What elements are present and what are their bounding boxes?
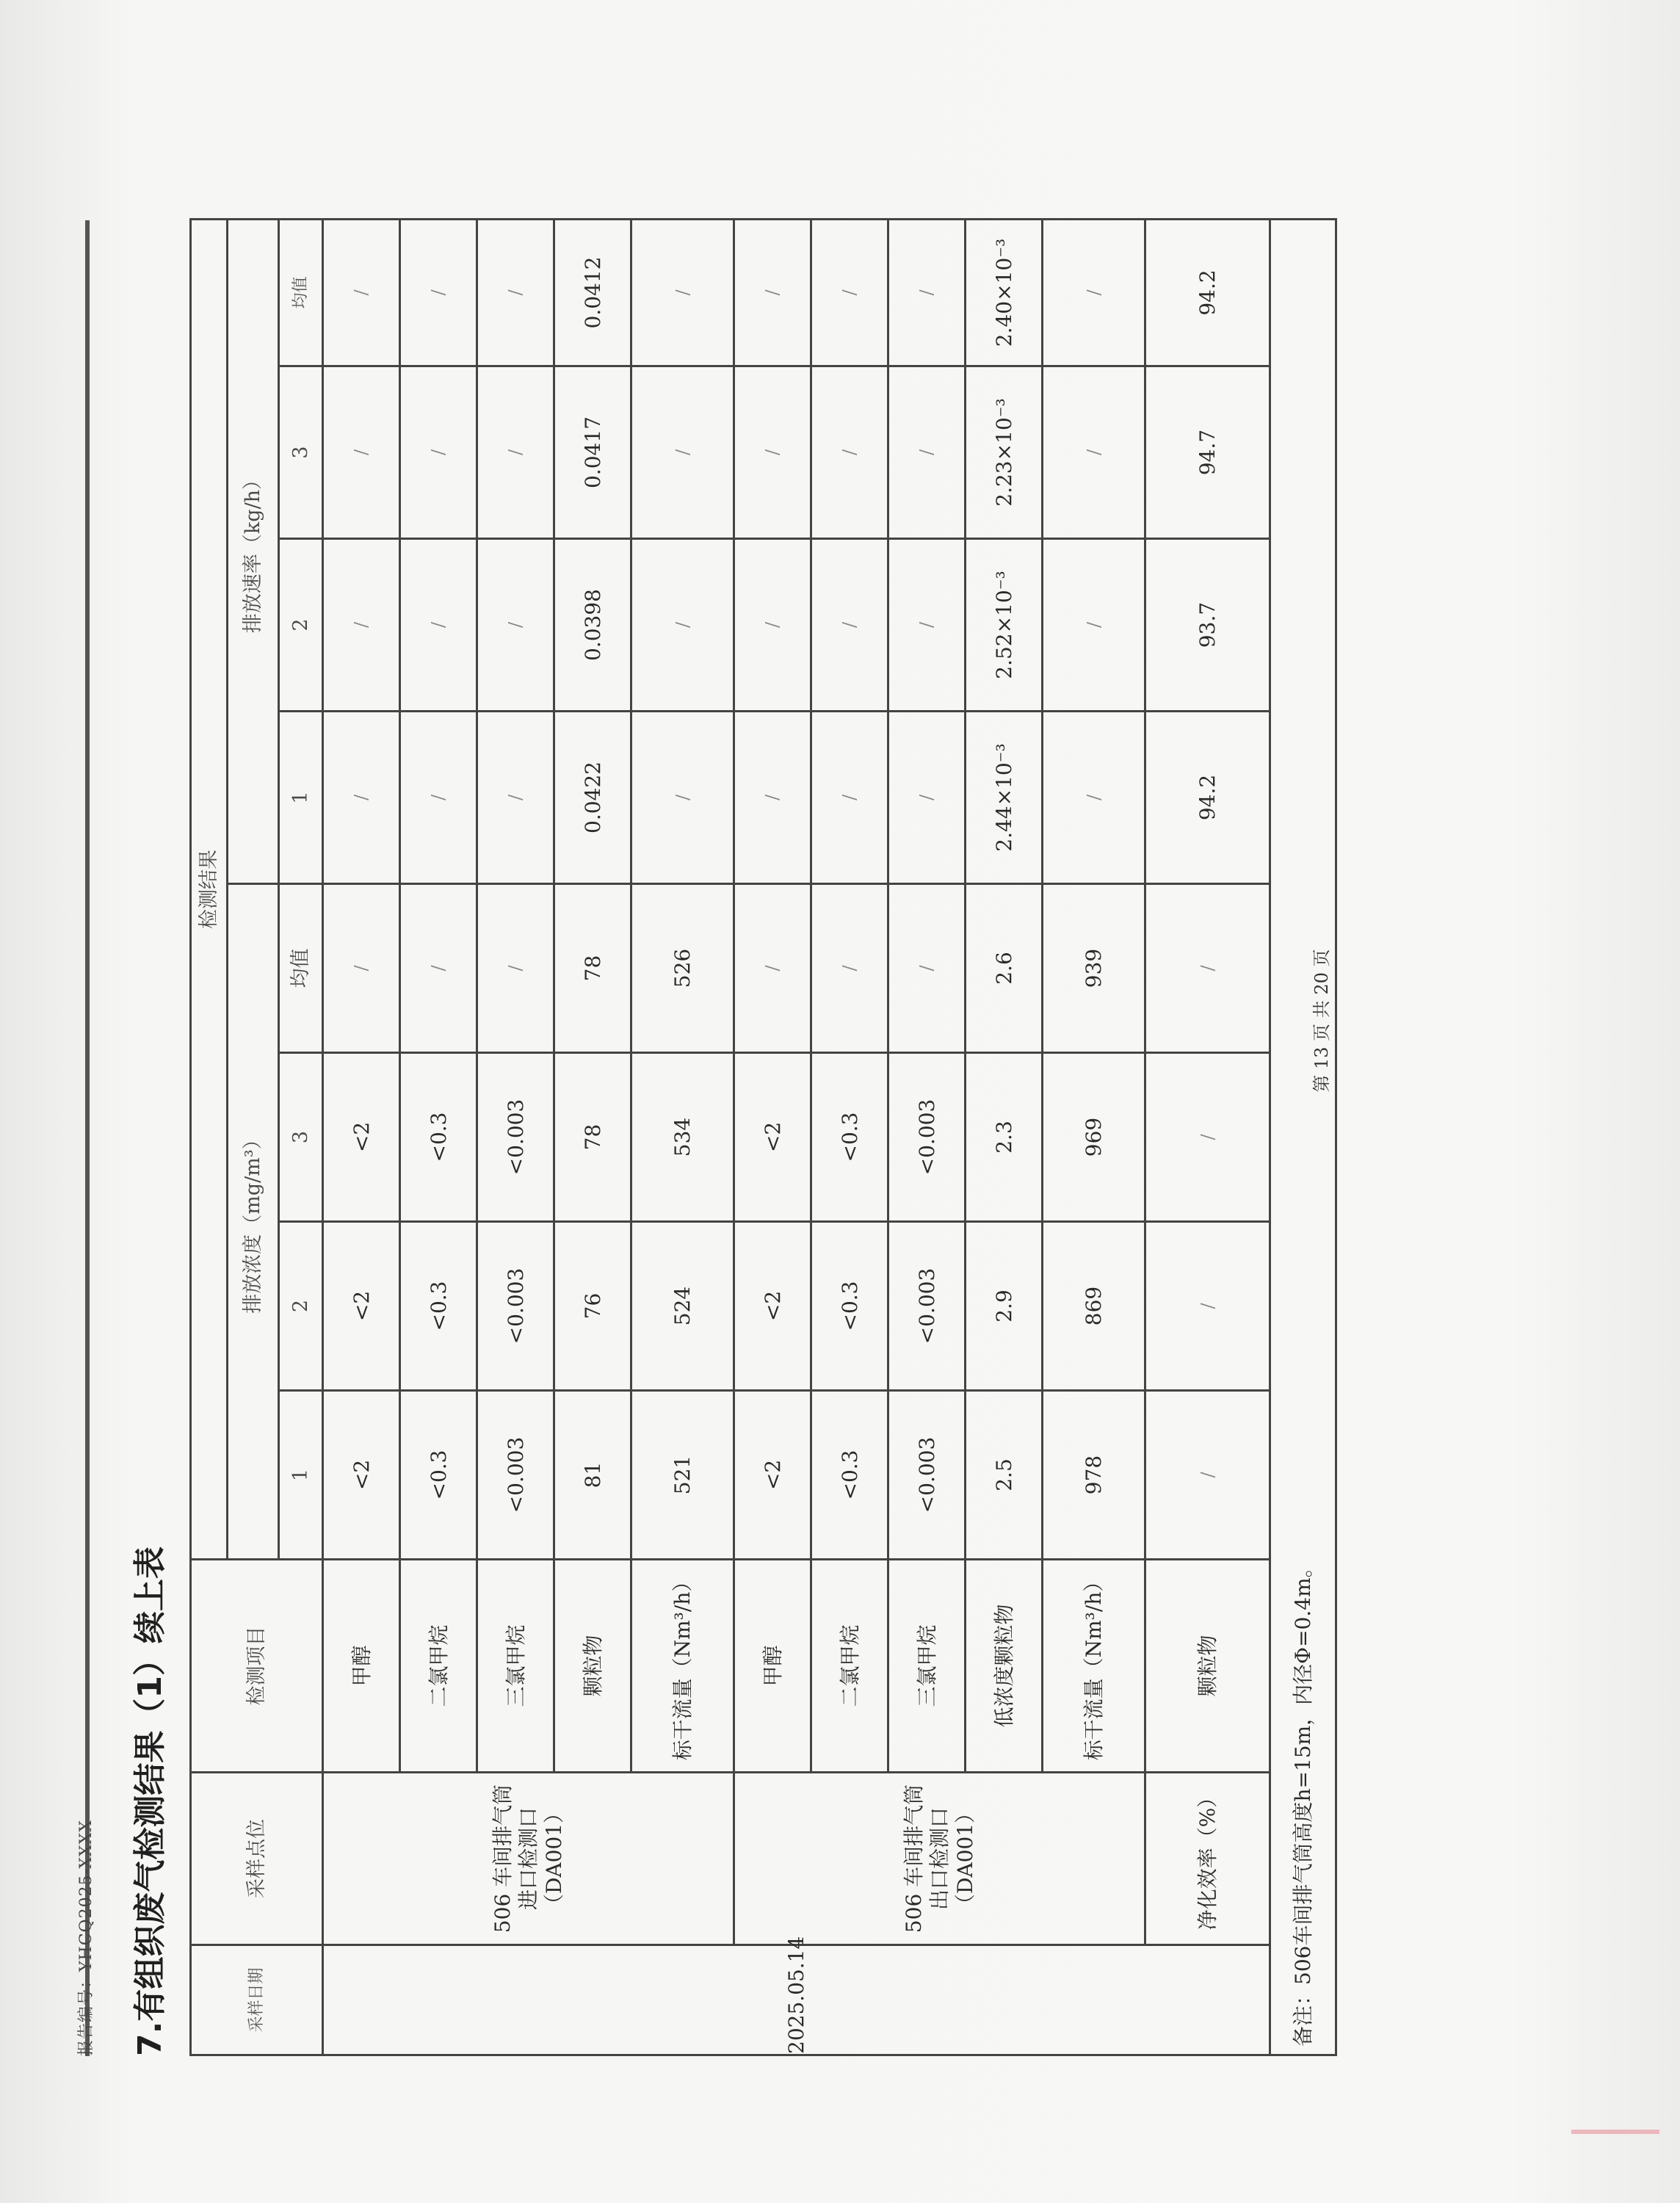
note-row bbox=[1270, 220, 1336, 2055]
page-footer: 第 13 页 共 20 页 bbox=[1311, 949, 1332, 1093]
report-number: 报告编号：YHCQ2025-XXXX bbox=[77, 1820, 95, 2056]
item-cell: 二氯甲烷 bbox=[811, 1560, 888, 1773]
item-cell: 三氯甲烷 bbox=[888, 1560, 966, 1773]
value-cell: 94.7 bbox=[1145, 366, 1270, 539]
value-cell: 78 bbox=[554, 1053, 631, 1222]
item-cell: 甲醇 bbox=[323, 1560, 400, 1773]
value-cell: / bbox=[1043, 366, 1145, 539]
item-cell: 低浓度颗粒物 bbox=[966, 1560, 1043, 1773]
value-cell: 869 bbox=[1043, 1222, 1145, 1391]
value-cell: / bbox=[888, 220, 966, 366]
value-cell: <0.003 bbox=[888, 1053, 966, 1222]
value-cell: 2.5 bbox=[966, 1391, 1043, 1560]
header-r3: 3 bbox=[279, 366, 323, 539]
value-cell: 0.0398 bbox=[554, 539, 631, 712]
value-cell: / bbox=[400, 884, 477, 1053]
value-cell: <0.3 bbox=[400, 1222, 477, 1391]
value-cell: / bbox=[631, 712, 734, 884]
value-cell: <0.3 bbox=[811, 1053, 888, 1222]
value-cell: / bbox=[811, 366, 888, 539]
efficiency-row bbox=[1145, 220, 1270, 2055]
value-cell: / bbox=[323, 366, 400, 539]
value-cell: / bbox=[323, 539, 400, 712]
value-cell: <0.003 bbox=[477, 1391, 554, 1560]
value-cell: <2 bbox=[323, 1222, 400, 1391]
value-cell: / bbox=[323, 884, 400, 1053]
value-cell: 93.7 bbox=[1145, 539, 1270, 712]
point-outlet: 506 车间排气筒 出口检测口 （DA001） bbox=[734, 1773, 1145, 1945]
value-cell: <0.3 bbox=[811, 1222, 888, 1391]
value-cell: 94.2 bbox=[1145, 220, 1270, 366]
value-cell: / bbox=[734, 884, 811, 1053]
header-result: 检测结果 bbox=[191, 220, 228, 1560]
value-cell: / bbox=[477, 884, 554, 1053]
value-cell: 969 bbox=[1043, 1053, 1145, 1222]
value-cell: / bbox=[811, 884, 888, 1053]
page-title: 7.有组织废气检测结果（1）续上表 bbox=[131, 1547, 169, 2056]
value-cell: 0.0422 bbox=[554, 712, 631, 884]
header-rate: 排放速率（kg/h） bbox=[228, 220, 279, 884]
item-cell: 甲醇 bbox=[734, 1560, 811, 1773]
value-cell: / bbox=[477, 220, 554, 366]
efficiency-item: 颗粒物 bbox=[1145, 1560, 1270, 1773]
value-cell: <0.3 bbox=[811, 1391, 888, 1560]
value-cell: / bbox=[323, 220, 400, 366]
header-cavg: 均值 bbox=[279, 884, 323, 1053]
value-cell: / bbox=[477, 539, 554, 712]
efficiency-label: 净化效率（%） bbox=[1145, 1773, 1270, 1945]
table-row bbox=[734, 220, 811, 2055]
value-cell: / bbox=[734, 539, 811, 712]
value-cell: <0.003 bbox=[888, 1391, 966, 1560]
value-cell: / bbox=[631, 220, 734, 366]
value-cell: / bbox=[1043, 539, 1145, 712]
table-note: 备注：506车间排气筒高度h=15m，内径Φ=0.4m。 bbox=[1270, 220, 1336, 2055]
value-cell: 534 bbox=[631, 1053, 734, 1222]
value-cell: 2.6 bbox=[966, 884, 1043, 1053]
item-cell: 标干流量（Nm³/h） bbox=[1043, 1560, 1145, 1773]
value-cell: / bbox=[400, 539, 477, 712]
value-cell: / bbox=[888, 884, 966, 1053]
header-r2: 2 bbox=[279, 539, 323, 712]
value-cell: 939 bbox=[1043, 884, 1145, 1053]
value-cell: / bbox=[811, 220, 888, 366]
value-cell: / bbox=[323, 712, 400, 884]
value-cell: <2 bbox=[323, 1053, 400, 1222]
value-cell: / bbox=[1145, 1222, 1270, 1391]
header-point: 采样点位 bbox=[191, 1773, 323, 1945]
value-cell: 81 bbox=[554, 1391, 631, 1560]
results-table bbox=[189, 218, 1337, 2056]
value-cell: <0.3 bbox=[400, 1391, 477, 1560]
value-cell: <0.003 bbox=[477, 1053, 554, 1222]
value-cell: / bbox=[1043, 220, 1145, 366]
value-cell: / bbox=[1043, 712, 1145, 884]
value-cell: 0.0417 bbox=[554, 366, 631, 539]
value-cell: 0.0412 bbox=[554, 220, 631, 366]
sampling-date: 2025.05.14 bbox=[323, 1945, 1270, 2055]
rotated-document bbox=[73, 220, 1395, 2056]
value-cell: 521 bbox=[631, 1391, 734, 1560]
value-cell: 2.3 bbox=[966, 1053, 1043, 1222]
value-cell: <0.3 bbox=[400, 1053, 477, 1222]
value-cell: / bbox=[1145, 1391, 1270, 1560]
value-cell: / bbox=[734, 366, 811, 539]
value-cell: 2.23×10⁻³ bbox=[966, 366, 1043, 539]
value-cell: / bbox=[1145, 884, 1270, 1053]
value-cell: / bbox=[631, 366, 734, 539]
value-cell: / bbox=[888, 539, 966, 712]
header-concentration: 排放浓度（mg/m³） bbox=[228, 884, 279, 1560]
value-cell: 524 bbox=[631, 1222, 734, 1391]
item-cell: 二氯甲烷 bbox=[400, 1560, 477, 1773]
value-cell: <2 bbox=[734, 1053, 811, 1222]
value-cell: 2.9 bbox=[966, 1222, 1043, 1391]
header-ravg: 均值 bbox=[279, 220, 323, 366]
value-cell: 94.2 bbox=[1145, 712, 1270, 884]
value-cell: 526 bbox=[631, 884, 734, 1053]
value-cell: / bbox=[888, 366, 966, 539]
item-cell: 颗粒物 bbox=[554, 1560, 631, 1773]
header-c1: 1 bbox=[279, 1391, 323, 1560]
value-cell: / bbox=[400, 220, 477, 366]
value-cell: <2 bbox=[734, 1391, 811, 1560]
item-cell: 标干流量（Nm³/h） bbox=[631, 1560, 734, 1773]
point-inlet: 506 车间排气筒 进口检测口 （DA001） bbox=[323, 1773, 734, 1945]
value-cell: / bbox=[734, 712, 811, 884]
header-c2: 2 bbox=[279, 1222, 323, 1391]
value-cell: / bbox=[400, 712, 477, 884]
value-cell: 2.40×10⁻³ bbox=[966, 220, 1043, 366]
value-cell: / bbox=[477, 366, 554, 539]
red-stamp-mark bbox=[1571, 2130, 1659, 2134]
header-c3: 3 bbox=[279, 1053, 323, 1222]
value-cell: / bbox=[811, 539, 888, 712]
value-cell: / bbox=[631, 539, 734, 712]
value-cell: 2.44×10⁻³ bbox=[966, 712, 1043, 884]
value-cell: / bbox=[811, 712, 888, 884]
value-cell: / bbox=[400, 366, 477, 539]
value-cell: 978 bbox=[1043, 1391, 1145, 1560]
value-cell: / bbox=[1145, 1053, 1270, 1222]
value-cell: / bbox=[888, 712, 966, 884]
table-row bbox=[323, 220, 400, 2055]
value-cell: <0.003 bbox=[477, 1222, 554, 1391]
value-cell: / bbox=[734, 220, 811, 366]
value-cell: <2 bbox=[323, 1391, 400, 1560]
value-cell: <2 bbox=[734, 1222, 811, 1391]
header-date: 采样日期 bbox=[191, 1945, 323, 2055]
value-cell: 2.52×10⁻³ bbox=[966, 539, 1043, 712]
item-cell: 三氯甲烷 bbox=[477, 1560, 554, 1773]
header-item: 检测项目 bbox=[191, 1560, 323, 1773]
value-cell: <0.003 bbox=[888, 1222, 966, 1391]
value-cell: 78 bbox=[554, 884, 631, 1053]
header-r1: 1 bbox=[279, 712, 323, 884]
value-cell: 76 bbox=[554, 1222, 631, 1391]
value-cell: / bbox=[477, 712, 554, 884]
